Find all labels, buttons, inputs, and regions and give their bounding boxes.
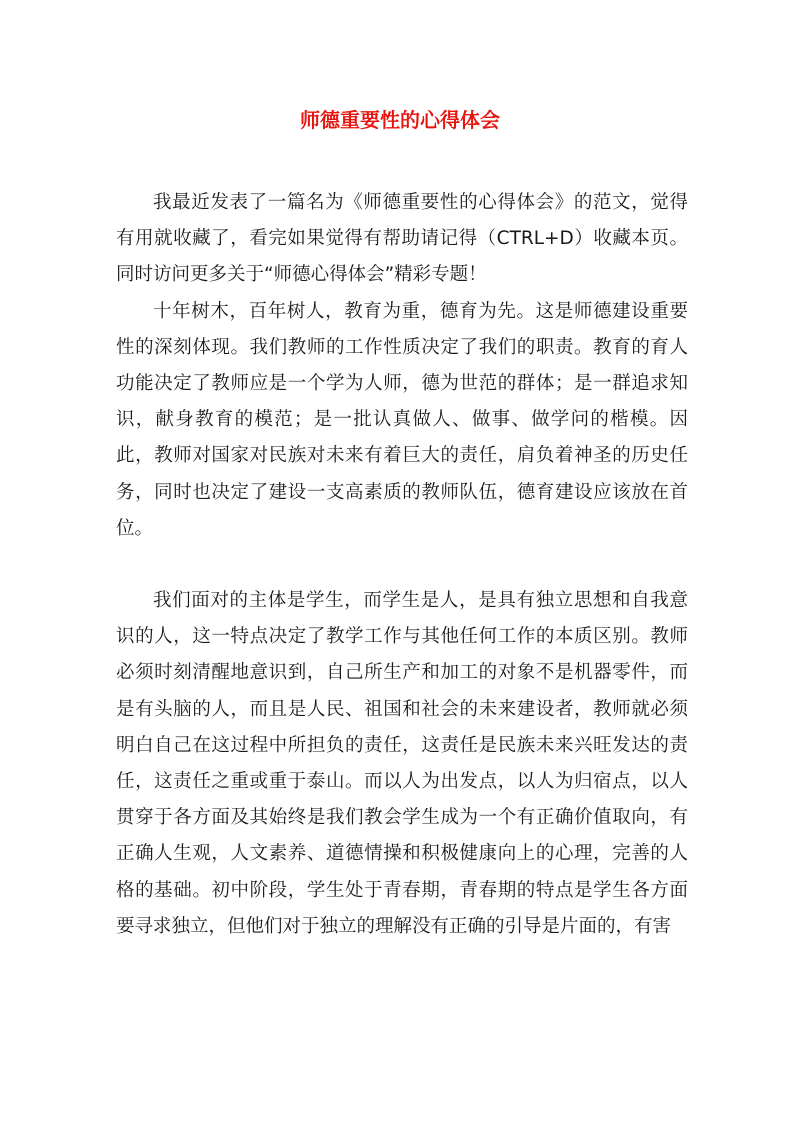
paragraph-spacer (116, 547, 688, 583)
paragraph-students: 我们面对的主体是学生，而学生是人，是具有独立思想和自我意识的人，这一特点决定了教学工作与其他任何工作的本质区别。教师必须时刻清醒地意识到，自己所生产和加工的对象不是机器零件，而是有头脑的人，而且是人民、祖国和社会的未来建设者，教师就必须明白自己在这过程中所担负的责任，这责任是民族未来兴旺发达的责任，这责任之重或重于泰山。而以人为出发点，以人为归宿点，以人贯穿于各方面及其始终是我们教会学生成为一个有正确价值取向，有正确人生观，人文素养、道德情操和积极健康向上的心理，完善的人格的基础。初中阶段，学生处于青春期，青春期的特点是学生各方面要寻求独立，但他们对于独立的理解没有正确的引导是片面的，有害 (116, 590, 688, 937)
document-body (116, 185, 688, 945)
paragraph-teacher-ethics: 十年树木，百年树人，教育为重，德育为先。这是师德建设重要性的深刻体现。我们教师的工作性质决定了我们的职责。教育的育人功能决定了教师应是一个学为人师，德为世范的群体；是一群追求知识，献身教育的模范；是一批认真做人、做事、做学问的楷模。因此，教师对国家对民族对未来有着巨大的责任，肩负着神圣的历史任务，同时也决定了建设一支高素质的教师队伍，德育建设应该放在首位。 (116, 300, 688, 539)
paragraph-intro: 我最近发表了一篇名为《师德重要性的心得体会》的范文，觉得有用就收藏了，看完如果觉得有帮助请记得（CTRL+D）收藏本页。同时访问更多关于“师德心得体会”精彩专题！ (116, 192, 688, 286)
document-title: 师德重要性的心得体会 (300, 108, 500, 132)
